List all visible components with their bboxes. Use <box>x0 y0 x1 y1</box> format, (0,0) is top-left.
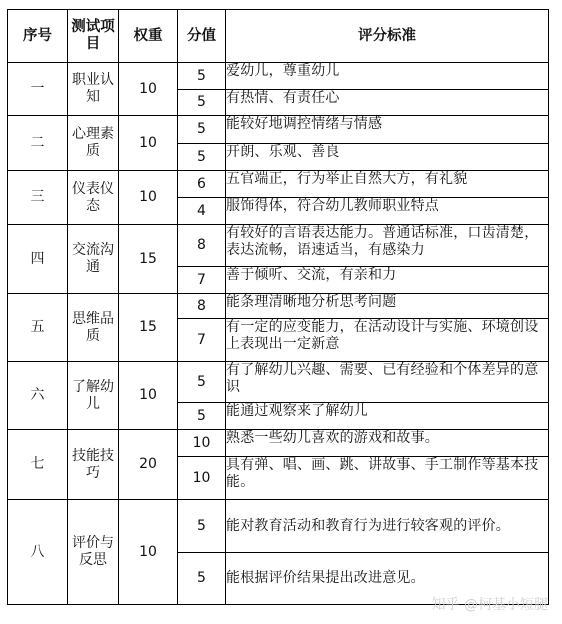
criterion-score: 4 <box>178 198 226 225</box>
criterion-score: 6 <box>178 171 226 198</box>
row-no: 四 <box>8 225 68 294</box>
criterion-text: 爱幼儿，尊重幼儿 <box>226 63 549 90</box>
criterion-text: 能条理清晰地分析思考问题 <box>226 294 549 319</box>
criterion-text: 有了解幼儿兴趣、需要、已有经验和个体差异的意识 <box>226 362 549 403</box>
scoring-table <box>7 9 549 605</box>
table-row <box>8 63 549 90</box>
criterion-text: 能对教育活动和教育行为进行较客观的评价。 <box>226 500 549 553</box>
header-item: 测试项目 <box>68 10 119 63</box>
header-weight: 权重 <box>119 10 178 63</box>
row-item: 交流沟通 <box>68 225 119 294</box>
criterion-text: 有较好的言语表达能力。普通话标准，口齿清楚，表达流畅，语速适当，有感染力 <box>226 225 549 267</box>
row-no: 三 <box>8 171 68 225</box>
table-row <box>8 294 549 319</box>
row-no: 二 <box>8 116 68 171</box>
criterion-score: 10 <box>178 457 226 500</box>
criterion-score: 7 <box>178 267 226 294</box>
table-row <box>8 171 549 198</box>
row-no: 七 <box>8 430 68 500</box>
header-score: 分值 <box>178 10 226 63</box>
criterion-score: 5 <box>178 90 226 116</box>
criterion-text: 有一定的应变能力，在活动设计与实施、环境创设上表现出一定新意 <box>226 319 549 362</box>
criterion-text: 五官端正，行为举止自然大方，有礼貌 <box>226 171 549 198</box>
criterion-score: 5 <box>178 500 226 553</box>
row-weight: 15 <box>119 225 178 294</box>
criterion-text: 能较好地调控情绪与情感 <box>226 116 549 144</box>
table-row <box>8 225 549 267</box>
row-item: 仪表仪态 <box>68 171 119 225</box>
criterion-text: 善于倾听、交流，有亲和力 <box>226 267 549 294</box>
criterion-score: 5 <box>178 362 226 403</box>
header-standard: 评分标准 <box>226 10 549 63</box>
criterion-score: 10 <box>178 430 226 457</box>
row-weight: 10 <box>119 116 178 171</box>
row-item: 职业认知 <box>68 63 119 116</box>
row-no: 一 <box>8 63 68 116</box>
criterion-score: 8 <box>178 294 226 319</box>
row-item: 思维品质 <box>68 294 119 362</box>
row-item: 技能技巧 <box>68 430 119 500</box>
row-no: 六 <box>8 362 68 430</box>
criterion-score: 5 <box>178 144 226 171</box>
row-item: 评价与反思 <box>68 500 119 605</box>
watermark: 知乎 @柯基小短腿 <box>431 597 548 613</box>
row-no: 八 <box>8 500 68 605</box>
row-item: 了解幼儿 <box>68 362 119 430</box>
criterion-score: 5 <box>178 403 226 430</box>
row-weight: 10 <box>119 171 178 225</box>
criterion-text: 熟悉一些幼儿喜欢的游戏和故事。 <box>226 430 549 457</box>
row-weight: 10 <box>119 63 178 116</box>
criterion-text: 开朗、乐观、善良 <box>226 144 549 171</box>
header-row <box>8 10 549 63</box>
criterion-score: 5 <box>178 116 226 144</box>
table-row <box>8 362 549 403</box>
row-weight: 20 <box>119 430 178 500</box>
criterion-score: 8 <box>178 225 226 267</box>
row-item: 心理素质 <box>68 116 119 171</box>
criterion-text: 能通过观察来了解幼儿 <box>226 403 549 430</box>
row-no: 五 <box>8 294 68 362</box>
row-weight: 10 <box>119 362 178 430</box>
criterion-score: 7 <box>178 319 226 362</box>
row-weight: 10 <box>119 500 178 605</box>
criterion-score: 5 <box>178 553 226 605</box>
criterion-text: 服饰得体，符合幼儿教师职业特点 <box>226 198 549 225</box>
criterion-text: 具有弹、唱、画、跳、讲故事、手工制作等基本技能。 <box>226 457 549 500</box>
row-weight: 15 <box>119 294 178 362</box>
table-row <box>8 500 549 553</box>
header-no: 序号 <box>8 10 68 63</box>
criterion-text: 有热情、有责任心 <box>226 90 549 116</box>
criterion-score: 5 <box>178 63 226 90</box>
table-row <box>8 430 549 457</box>
criterion-text: 能根据评价结果提出改进意见。 <box>226 553 549 605</box>
table-row <box>8 116 549 144</box>
